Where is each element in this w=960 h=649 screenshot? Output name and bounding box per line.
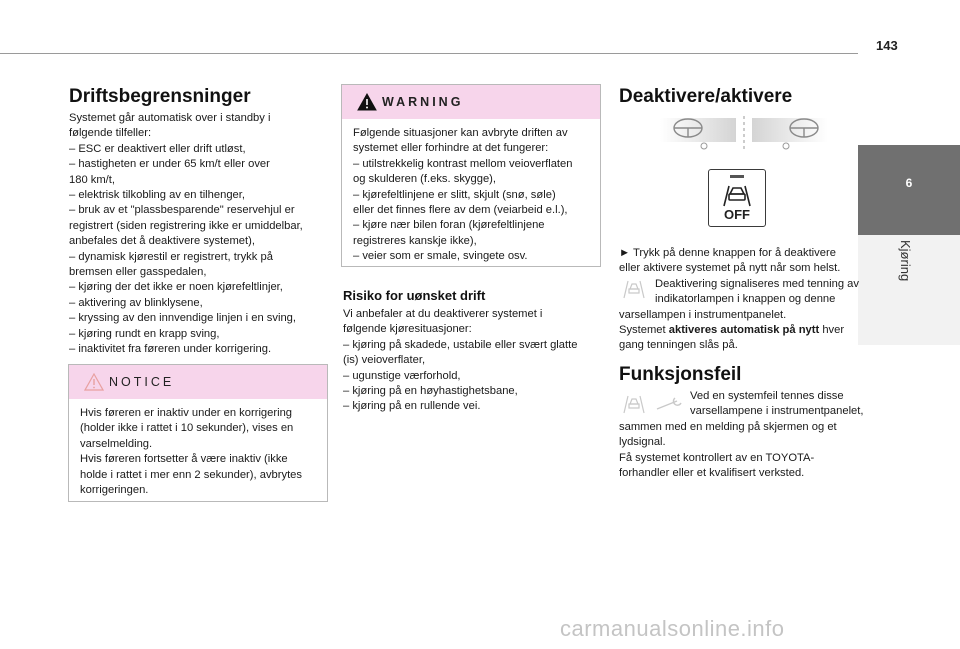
text-line: (is) veioverflater, [343,354,426,367]
text-line: Hvis føreren fortsetter å være inaktiv (ikke [80,453,288,466]
text-line: eller aktivere systemet på nytt når som helst. [619,262,841,275]
text-line: Systemet går automatisk over i standby i [69,112,271,124]
heading-malfunction: Funksjonsfeil [619,364,742,385]
text-line: – veier som er smale, svingete osv. [353,250,528,263]
deactivate-text [619,246,879,354]
text-line: – kjøring på en høyhastighetsbane, [343,385,518,398]
notice-title: NOTICE [109,375,175,389]
text-line: holde i rattet i mer enn 2 sekunder), avbrytes [80,468,302,481]
heading-unwanted-operation: Risiko for uønsket drift [343,288,486,303]
text-line: – kjøring på skadede, ustabile eller svært glatte [343,338,578,351]
text-line: Deaktivering signaliseres med tenning av [655,277,859,290]
text-line: – inaktivitet fra føreren under korrigering. [69,343,272,356]
text-segment: hver [819,324,845,337]
chapter-number: 6 [905,176,913,190]
text-line: – kjøring rundt en krapp sving, [69,327,220,340]
chapter-tab [858,145,960,235]
text-line: Følgende situasjoner kan avbryte driften av [353,127,568,139]
lane-departure-icon [721,182,753,208]
button-indicator-lamp [730,175,744,178]
text-line: – aktivering av blinklysene, [69,296,203,309]
malfunction-text [619,389,879,481]
text-line: anbefales det å deaktivere systemet), [69,235,255,248]
warning-box [341,84,601,267]
notice-box [68,364,328,502]
text-line: forhandler eller et kvalifisert verksted. [619,467,805,480]
text-line: – kjørefeltlinjene er slitt, skjult (snø, søle) [353,188,556,201]
warning-triangle-icon [357,93,377,111]
text-line: – hastigheten er under 65 km/t eller over [69,158,270,171]
notice-body [69,399,327,506]
text-line: – kjøre nær bilen foran (kjørefeltlinjene [353,219,545,232]
text-line: varsellampen i instrumentpanelet. [619,308,787,321]
text-line: lydsignal. [619,436,666,449]
steering-wheel-diagram [658,114,828,154]
text-line: Hvis føreren er inaktiv under en korrigering [80,407,293,419]
heading-operating-limits: Driftsbegrensninger [69,86,251,107]
text-line: – kjøring der det ikke er noen kjørefeltlinjer, [69,281,283,294]
unwanted-operation-text [343,307,601,415]
text-line: – ugunstige værforhold, [343,369,461,382]
text-line: – kjøring på en rullende vei. [343,400,481,413]
page-number: 143 [876,38,898,53]
text-line: (holder ikke i rattet i 10 sekunder), vises en [80,422,294,435]
text-line: Få systemet kontrollert av en TOYOTA- [619,451,815,464]
lane-assist-off-button[interactable] [708,169,766,227]
text-line: varsellampene i instrumentpanelet, [690,405,864,418]
chapter-label: Kjøring [898,240,913,282]
text-line: – kryssing av den innvendige linjen i en sving, [69,312,296,325]
operating-limits-text [69,111,329,358]
warning-title: WARNING [382,95,464,109]
text-segment: Systemet [619,324,669,337]
header-divider [0,53,858,54]
text-line: bremsen eller gasspedalen, [69,266,207,279]
text-line: gang tenningen slås på. [619,339,738,352]
text-line: registreres kanskje ikke), [353,234,477,247]
text-line: registrert (siden registrering ikke er umiddelbar, [69,219,303,232]
text-bold: aktiveres automatisk på nytt [668,324,820,337]
text-line: og skulderen (f.eks. skygge), [353,173,497,186]
off-label: OFF [724,207,750,222]
warning-header [342,85,600,119]
text-line: eller det finnes flere av dem (veiarbeid e.l.), [353,204,568,217]
text-line: systemet eller forhindre at det fungerer: [353,142,549,155]
text-line: – utilstrekkelig kontrast mellom veioverflaten [353,157,573,170]
text-line: – ESC er deaktivert eller drift utløst, [69,142,246,155]
text-line: korrigeringen. [80,484,149,497]
notice-header [69,365,327,399]
text-line [619,323,879,338]
text-line: Ved en systemfeil tennes disse [690,390,844,402]
text-line: – bruk av et "plassbesparende" reservehjul er [69,204,295,217]
heading-deactivate-activate: Deaktivere/aktivere [619,86,793,107]
text-line: Vi anbefaler at du deaktiverer systemet i [343,308,543,320]
lane-warning-lamp-icon [621,278,647,300]
text-line: følgende kjøresituasjoner: [343,323,472,336]
warning-triangle-icon [84,373,104,391]
warning-body [342,119,600,273]
text-line: 180 km/t, [69,173,116,186]
text-line: – dynamisk kjørestil er registrert, trykk på [69,250,273,263]
text-line: ► Trykk på denne knappen for å deaktivere [619,247,836,259]
watermark: carmanualsonline.info [560,616,785,641]
text-line: indikatorlampen i knappen og denne [655,293,836,306]
text-line: sammen med en melding på skjermen og et [619,420,837,433]
text-line: varselmelding. [80,437,153,450]
text-line: – elektrisk tilkobling av en tilhenger, [69,189,245,202]
text-line: følgende tilfeller: [69,127,152,140]
